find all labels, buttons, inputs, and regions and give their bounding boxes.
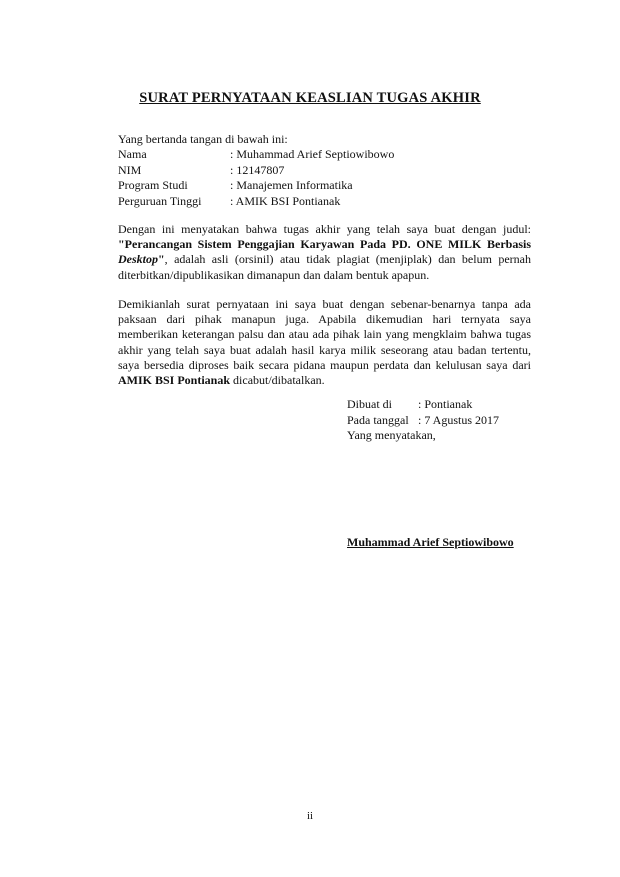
thesis-title: Perancangan Sistem Penggajian Karyawan Pada PD. ONE MILK Berbasis bbox=[124, 237, 531, 252]
identity-row-program bbox=[118, 178, 394, 194]
declaration-rest: , adalah asli (orsinil) atau tidak plagiat (menjiplak) dan belum pernah diterbitkan/dipublikasikan dimanapun dan dalam bentuk apapun. bbox=[118, 252, 531, 282]
identity-label: Perguruan Tinggi bbox=[118, 193, 202, 208]
closing-salutation: Yang menyatakan, bbox=[347, 428, 436, 442]
identity-row-institution bbox=[118, 194, 394, 210]
date-value: : 7 Agustus 2017 bbox=[418, 412, 500, 427]
quote-close: " bbox=[158, 252, 165, 267]
identity-label: Nama bbox=[118, 147, 147, 161]
identity-value: : AMIK BSI Pontianak bbox=[230, 193, 341, 208]
page-number: ii bbox=[306, 810, 314, 822]
identity-row-name bbox=[118, 147, 394, 163]
quote-open: " bbox=[118, 237, 125, 252]
identity-value: : Manajemen Informatika bbox=[230, 178, 353, 192]
declaration-paragraph bbox=[118, 222, 531, 283]
place-label: Dibuat di bbox=[347, 397, 392, 411]
identity-row-nim bbox=[118, 163, 394, 179]
identity-label: Program Studi bbox=[118, 178, 188, 192]
thesis-title-italic: Desktop bbox=[118, 252, 158, 267]
document-title: SURAT PERNYATAAN KEASLIAN TUGAS AKHIR bbox=[139, 90, 481, 106]
identity-value: : Muhammad Arief Septiowibowo bbox=[230, 147, 395, 161]
date-label: Pada tanggal bbox=[347, 412, 409, 427]
declaration-lead: Dengan ini menyatakan bahwa tugas akhir yang telah saya buat dengan judul: bbox=[118, 222, 531, 236]
identity-table bbox=[118, 147, 394, 209]
closing-paragraph bbox=[118, 297, 531, 388]
place-value: : Pontianak bbox=[418, 397, 473, 411]
signature-block bbox=[347, 397, 499, 444]
date-row bbox=[347, 413, 499, 429]
place-row bbox=[347, 397, 499, 413]
identity-value: : 12147807 bbox=[230, 162, 285, 177]
intro-text: Yang bertanda tangan di bawah ini: bbox=[118, 132, 288, 146]
closing-text-before: Demikianlah surat pernyataan ini saya buat dengan sebenar-benarnya tanpa ada paksaan dari pihak manapun juga. Apabila dikemudian hari ternyata saya memberikan keterangan palsu dan atau ada pihak lain yang mengklaim bahwa tugas akhir yang telah saya buat adalah hasil karya milik seseorang atau badan tertentu, saya bersedia diproses baik secara pidana maupun perdata dan kelulusan saya dari bbox=[118, 297, 531, 372]
closing-text-after: dicabut/dibatalkan. bbox=[233, 373, 325, 388]
institution-name: AMIK BSI Pontianak bbox=[118, 373, 231, 388]
signer-name: Muhammad Arief Septiowibowo bbox=[347, 535, 514, 549]
identity-label: NIM bbox=[118, 162, 142, 177]
